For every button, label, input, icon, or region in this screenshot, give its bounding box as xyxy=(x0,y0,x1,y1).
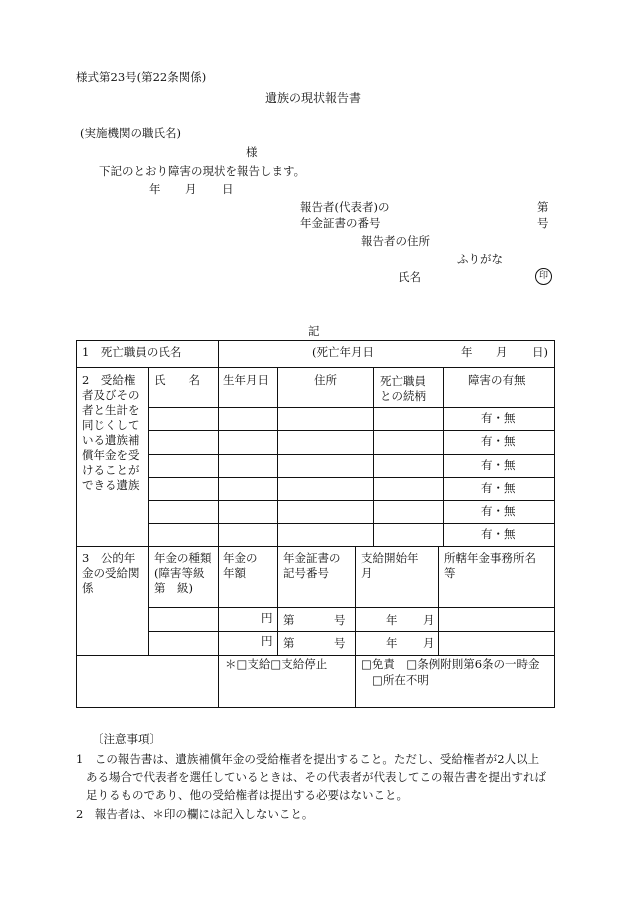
note-1-line-1: 1 この報告書は、遺族補償年金の受給権者を提出すること。ただし、受給権者が2人以上 xyxy=(76,752,540,766)
start-year: 年 xyxy=(386,636,398,650)
disability-value: 有・無 xyxy=(481,527,516,541)
notes-heading: 〔注意事項〕 xyxy=(92,732,161,746)
reporter-line2: 年金証書の番号 xyxy=(300,216,381,230)
reporter-go: 号 xyxy=(537,216,549,230)
office-line: 等 xyxy=(444,566,456,580)
report-table xyxy=(76,340,555,708)
section3-label-line: 係 xyxy=(82,581,94,595)
seal-mark: 印 xyxy=(535,268,552,285)
cert-dai: 第 xyxy=(283,636,295,650)
reporter-address-label: 報告者の住所 xyxy=(361,234,430,248)
start-year: 年 xyxy=(386,613,398,627)
section2-label-line: 償年金を受 xyxy=(82,448,140,462)
amount-line: 年金の xyxy=(223,551,258,565)
reporter-furigana-label: ふりがな xyxy=(457,252,503,266)
note-1-line-2: ある場合で代表者を選任しているときは、その代表者が代表してこの報告書を提出すれば xyxy=(86,770,546,784)
amount-yen: 円 xyxy=(261,634,273,648)
section3-header-type xyxy=(154,551,212,596)
section3-header-office xyxy=(444,551,536,581)
type-line: (障害等級 xyxy=(154,566,205,580)
disability-value: 有・無 xyxy=(481,481,516,495)
date-month-label: 月 xyxy=(185,182,197,196)
reporter-dai: 第 xyxy=(537,200,549,214)
section2-header-disability: 障害の有無 xyxy=(468,373,526,387)
cert-go: 号 xyxy=(334,636,346,650)
reporter-line1: 報告者(代表者)の xyxy=(300,200,390,214)
section2-header-birth: 生年月日 xyxy=(223,373,269,387)
section1-month-label: 月 xyxy=(496,345,508,359)
disability-value: 有・無 xyxy=(481,411,516,425)
section3-header-amount xyxy=(223,551,258,581)
disability-value: 有・無 xyxy=(481,434,516,448)
section2-header-relation xyxy=(380,374,426,404)
section1-label: 1 死亡職員の氏名 xyxy=(82,345,182,359)
start-line: 月 xyxy=(361,566,373,580)
amount-yen: 円 xyxy=(261,611,273,625)
table-grid xyxy=(76,340,555,708)
section2-label xyxy=(82,373,140,493)
disability-value: 有・無 xyxy=(481,458,516,472)
type-line: 第 級) xyxy=(154,581,193,595)
section2-label-line: できる遺族 xyxy=(82,478,140,492)
section3-header-start xyxy=(361,551,419,581)
section1-day-label: 日) xyxy=(532,345,548,359)
date-day-label: 日 xyxy=(222,182,234,196)
status-unknown-location: □所在不明 xyxy=(372,673,429,687)
section1-year-label: 年 xyxy=(461,345,473,359)
start-month: 月 xyxy=(423,636,435,650)
note-2-line-1: 2 報告者は、＊印の欄には記入しないこと。 xyxy=(76,807,314,821)
start-month: 月 xyxy=(423,613,435,627)
note-1-line-3: 足りるものであり、他の受給権者は提出する必要はないこと。 xyxy=(86,788,408,802)
office-line: 所轄年金事務所名 xyxy=(444,551,536,565)
date-year-label: 年 xyxy=(149,182,161,196)
section3-label-line: 金の受給関 xyxy=(82,566,140,580)
cert-go: 号 xyxy=(334,613,346,627)
section2-label-line: 者と生計を xyxy=(82,403,140,417)
type-line: 年金の種類 xyxy=(154,551,212,565)
section2-label-line: 者及びその xyxy=(82,388,140,402)
cert-dai: 第 xyxy=(283,613,295,627)
section2-label-line: けることが xyxy=(82,463,140,477)
ki-heading: 記 xyxy=(308,324,320,338)
disability-value: 有・無 xyxy=(481,504,516,518)
addressee-label: (実施機関の職氏名) xyxy=(80,126,181,140)
form-number: 様式第23号(第22条関係) xyxy=(76,70,207,84)
section2-label-line: 同じくして xyxy=(82,418,140,432)
start-line: 支給開始年 xyxy=(361,551,419,565)
relation-line: 死亡職員 xyxy=(380,374,426,388)
section2-label-line: いる遺族補 xyxy=(82,433,140,447)
section3-header-cert xyxy=(283,551,341,581)
section1-death-date-label: (死亡年月日 xyxy=(312,345,374,359)
status-payment: ＊□支給□支給停止 xyxy=(225,657,328,671)
section2-header-name: 氏 名 xyxy=(154,373,200,387)
intro-text: 下記のとおり障害の現状を報告します。 xyxy=(99,164,306,178)
status-exemption: □免責 □条例附則第6条の一時金 xyxy=(361,657,540,671)
cert-line: 記号番号 xyxy=(283,566,329,580)
section2-label-line: 2 受給権 xyxy=(82,373,136,387)
addressee-honorific: 様 xyxy=(246,145,258,159)
form-title: 遺族の現状報告書 xyxy=(265,91,362,105)
section2-header-address: 住所 xyxy=(314,373,337,387)
reporter-name-label: 氏名 xyxy=(398,270,421,284)
amount-line: 年額 xyxy=(223,566,246,580)
section3-label-line: 3 公的年 xyxy=(82,551,136,565)
cert-line: 年金証書の xyxy=(283,551,341,565)
section3-label xyxy=(82,551,140,596)
relation-line: との続柄 xyxy=(380,389,426,403)
